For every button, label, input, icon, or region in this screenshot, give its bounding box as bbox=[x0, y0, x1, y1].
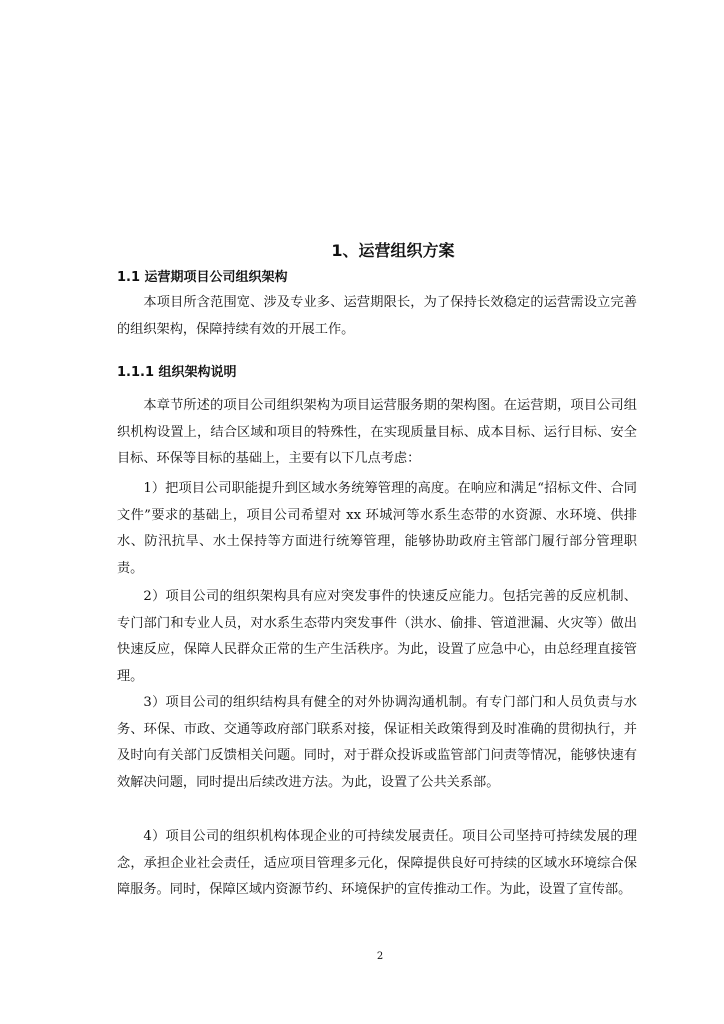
body-paragraph: 4）项目公司的组织机构体现企业的可持续发展责任。项目公司坚持可持续发展的理念，承担企业社会责任，适应项目管理多元化，保障提供良好可持续的区域水环境综合保障服务。同时，保障区域内资源节约、环境保护的宣传推动工作。为此，设置了宣传部。 bbox=[117, 829, 637, 897]
body-paragraph: 1）把项目公司职能提升到区域水务统筹管理的高度。在响应和满足“招标文件、合同文件”要求的基础上，项目公司希望对 xx 环城河等水系生态带的水资源、水环境、供排水、防汛抗旱、水土保持等方面进行统筹管理，能够协助政府主管部门履行部分管理职责。 bbox=[117, 481, 637, 576]
section-heading: 1.1 运营期项目公司组织架构 bbox=[117, 270, 288, 285]
subsection-heading: 1.1.1 组织架构说明 bbox=[117, 365, 237, 380]
body-paragraph: 3）项目公司的组织结构具有健全的对外协调沟通机制。有专门部门和人员负责与水务、环保、市政、交通等政府部门联系对接，保证相关政策得到及时准确的贯彻执行，并及时向有关部门反馈相关问题。同时，对于群众投诉或监管部门问责等情况，能够快速有效解决问题，同时提出后续改进方法。为此，设置了公共关系部。 bbox=[117, 695, 637, 790]
body-paragraph: 2）项目公司的组织架构具有应对突发事件的快速反应能力。包括完善的反应机制、专门部门和专业人员，对水系生态带内突发事件（洪水、偷排、管道泄漏、火灾等）做出快速反应，保障人民群众正常的生产生活秩序。为此，设置了应急中心，由总经理直接管理。 bbox=[117, 589, 637, 684]
body-paragraph: 本章节所述的项目公司组织架构为项目运营服务期的架构图。在运营期，项目公司组织机构设置上，结合区域和项目的特殊性，在实现质量目标、成本目标、运行目标、安全目标、环保等目标的基础上，主要有以下几点考虑： bbox=[117, 398, 637, 466]
section-intro-paragraph: 本项目所含范围宽、涉及专业多、运营期限长，为了保持长效稳定的运营需设立完善的组织架构，保障持续有效的开展工作。 bbox=[117, 295, 637, 337]
page-number: 2 bbox=[376, 951, 384, 962]
document-title: 1、运营组织方案 bbox=[331, 241, 455, 260]
